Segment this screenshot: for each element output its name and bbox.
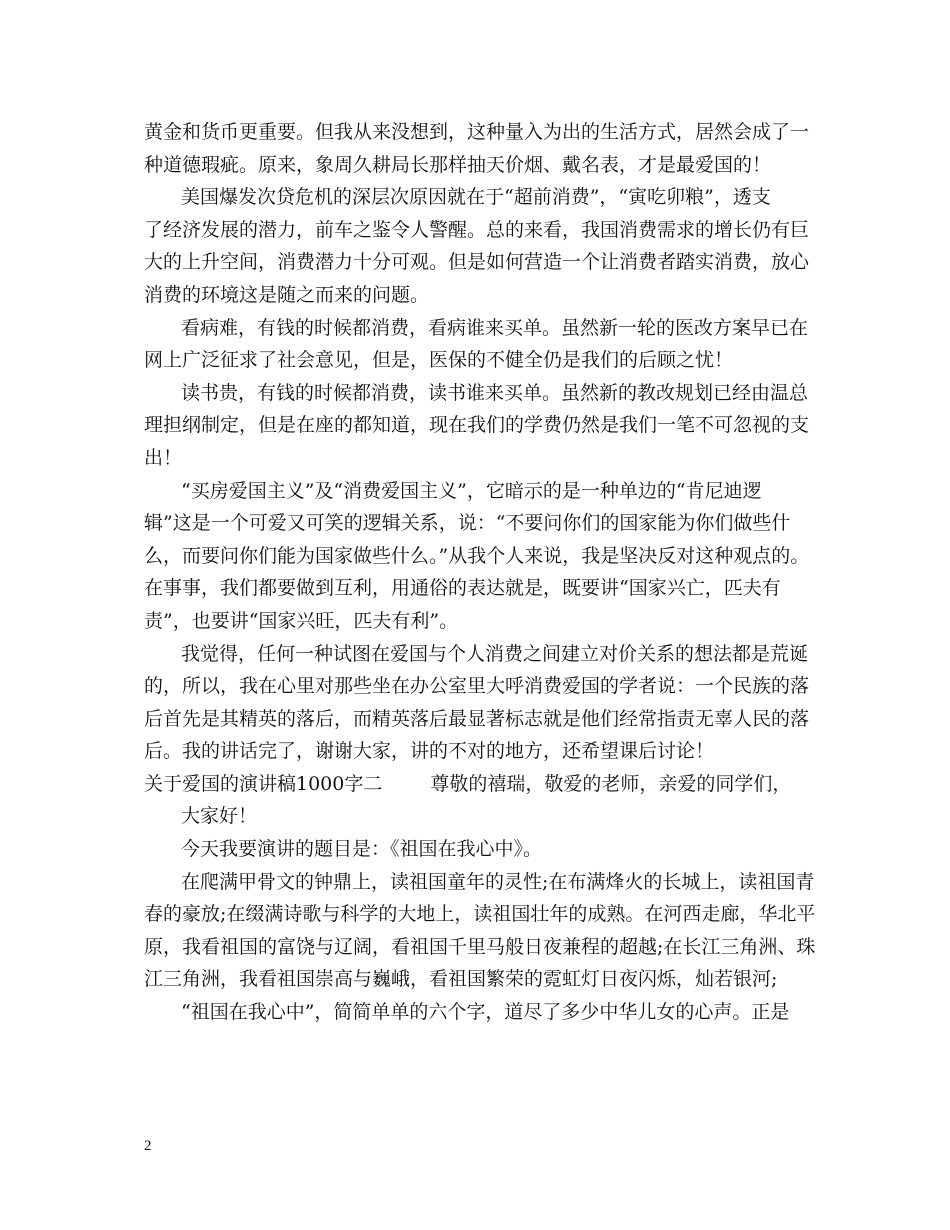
text-line: 种道德瑕疵。原来，象周久耕局长那样抽天价烟、戴名表，才是最爱国的！ bbox=[144, 153, 772, 176]
text-line: 出！ bbox=[144, 446, 183, 469]
text-line: 在事事，我们都要做到互利，用通俗的表达就是，既要讲“国家兴亡，匹夫有 bbox=[144, 577, 781, 600]
text-line: 责”，也要讲“国家兴旺，匹夫有利”。 bbox=[144, 609, 459, 632]
body-text bbox=[144, 116, 816, 1029]
speech-one-ending bbox=[144, 116, 812, 768]
page-number: 2 bbox=[144, 1138, 152, 1154]
text-line: “祖国在我心中”，简简单单的六个字，道尽了多少中华儿女的心声。正是 bbox=[181, 1001, 790, 1024]
text-line: 的，所以，我在心里对那些坐在办公室里大呼消费爱国的学者说：一个民族的落 bbox=[144, 675, 810, 698]
text-line: 原，我看祖国的富饶与辽阔，看祖国千里马般日夜兼程的超越;在长江三角洲、珠 bbox=[144, 935, 816, 958]
text-line: 后首先是其精英的落后，而精英落后最显著标志就是他们经常指责无辜人民的落 bbox=[144, 707, 810, 730]
heading-line bbox=[144, 768, 812, 801]
text-line: 消费的环境这是随之而来的问题。 bbox=[144, 283, 430, 306]
text-line: 春的豪放;在缀满诗歌与科学的大地上，读祖国壮年的成熟。在河西走廊，华北平 bbox=[144, 903, 816, 926]
text-line: 理担纲制定，但是在座的都知道，现在我们的学费仍然是我们一笔不可忽视的支 bbox=[144, 414, 810, 437]
speech-two-greeting: 尊敬的禧瑞，敬爱的老师，亲爱的同学们， bbox=[430, 772, 792, 795]
text-line: “买房爱国主义”及“消费爱国主义”，它暗示的是一种单边的“肯尼迪逻 bbox=[181, 479, 762, 502]
speech-two-title: 关于爱国的演讲稿1000字二 bbox=[144, 772, 383, 795]
text-line: 大家好！ bbox=[181, 805, 258, 828]
text-line: 在爬满甲骨文的钟鼎上，读祖国童年的灵性;在布满烽火的长城上，读祖国青 bbox=[181, 870, 815, 893]
text-line: 了经济发展的潜力，前车之鉴令人警醒。总的来看，我国消费需求的增长仍有巨 bbox=[144, 218, 810, 241]
text-line: 么，而要问你们能为国家做些什么。”从我个人来说，我是坚决反对这种观点的。 bbox=[144, 544, 810, 567]
text-line: 江三角洲，我看祖国崇高与巍峨，看祖国繁荣的霓虹灯日夜闪烁，灿若银河; bbox=[144, 968, 778, 991]
text-line: 网上广泛征求了社会意见，但是，医保的不健全仍是我们的后顾之忧！ bbox=[144, 349, 734, 372]
text-line: 看病难，有钱的时候都消费，看病谁来买单。虽然新一轮的医改方案早已在 bbox=[181, 316, 809, 339]
text-line: 今天我要演讲的题目是：《祖国在我心中》。 bbox=[181, 838, 543, 861]
text-line: 辑”这是一个可爱又可笑的逻辑关系，说：“不要问你们的国家能为你们做些什 bbox=[144, 512, 791, 535]
speech-two-body bbox=[144, 800, 816, 1028]
text-line: 黄金和货币更重要。但我从来没想到，这种量入为出的生活方式，居然会成了一 bbox=[144, 121, 810, 143]
text-line: 读书贵，有钱的时候都消费，读书谁来买单。虽然新的教改规划已经由温总 bbox=[181, 381, 809, 404]
text-line: 大的上升空间，消费潜力十分可观。但是如何营造一个让消费者踏实消费，放心 bbox=[144, 251, 810, 274]
text-line: 美国爆发次贷危机的深层次原因就在于“超前消费”，“寅吃卯粮”，透支 bbox=[181, 186, 771, 209]
text-line: 我觉得，任何一种试图在爱国与个人消费之间建立对价关系的想法都是荒诞 bbox=[181, 642, 809, 665]
text-line: 后。我的讲话完了，谢谢大家，讲的不对的地方，还希望课后讨论！ bbox=[144, 740, 715, 763]
